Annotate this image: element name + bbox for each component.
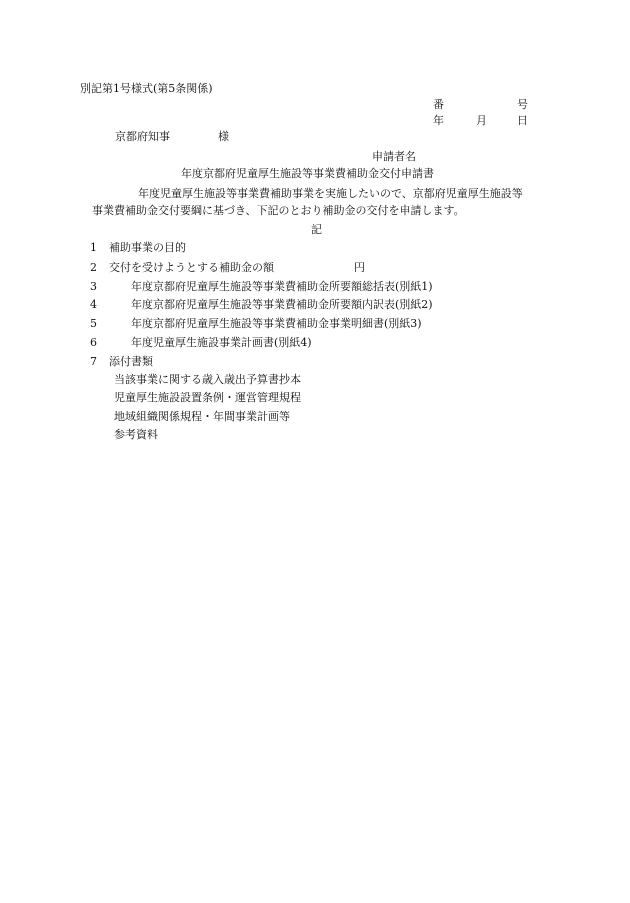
item-number: 6 [90,336,97,349]
number-ban: 番 [433,98,444,111]
item-text: 添付書類 [109,355,153,368]
date-month: 月 [476,114,487,127]
item-text: 年度京都府児童厚生施設等事業費補助金所要額総括表(別紙1) [131,280,433,293]
document-title: 年度京都府児童厚生施設等事業費補助金交付申請書 [181,167,434,180]
item-text: 年度京都府児童厚生施設等事業費補助金所要額内訳表(別紙2) [131,298,433,311]
item-text: 年度京都府児童厚生施設等事業費補助金事業明細書(別紙3) [131,317,422,330]
attachment-item: 参考資料 [114,428,158,441]
item-suffix: 円 [354,261,365,274]
date-year: 年 [433,114,444,127]
item-number: 3 [90,280,97,293]
applicant-label: 申請者名 [372,150,416,163]
item-number: 5 [90,317,97,330]
ki-heading: 記 [311,223,322,236]
addressee-honorific: 様 [218,130,229,143]
number-go: 号 [517,98,528,111]
addressee-name: 京都府知事 [115,130,170,143]
item-text: 年度児童厚生施設事業計画書(別紙4) [131,336,312,349]
body-line-1: 年度児童厚生施設等事業費補助事業を実施したいので、京都府児童厚生施設等 [138,187,523,200]
item-number: 2 [90,261,97,274]
form-label: 別記第1号様式(第5条関係) [80,82,213,95]
item-text: 交付を受けようとする補助金の額 [109,261,274,274]
item-number: 7 [90,355,97,368]
date-day: 日 [517,114,528,127]
item-number: 4 [90,298,97,311]
body-line-2: 事業費補助金交付要綱に基づき、下記のとおり補助金の交付を申請します。 [92,204,465,217]
attachment-item: 地域組織関係規程・年間事業計画等 [114,410,290,423]
attachment-item: 児童厚生施設設置条例・運営管理規程 [114,391,301,404]
item-text: 補助事業の目的 [109,241,186,254]
item-number: 1 [90,241,97,254]
attachment-item: 当該事業に関する歳入歳出予算書抄本 [114,373,301,386]
